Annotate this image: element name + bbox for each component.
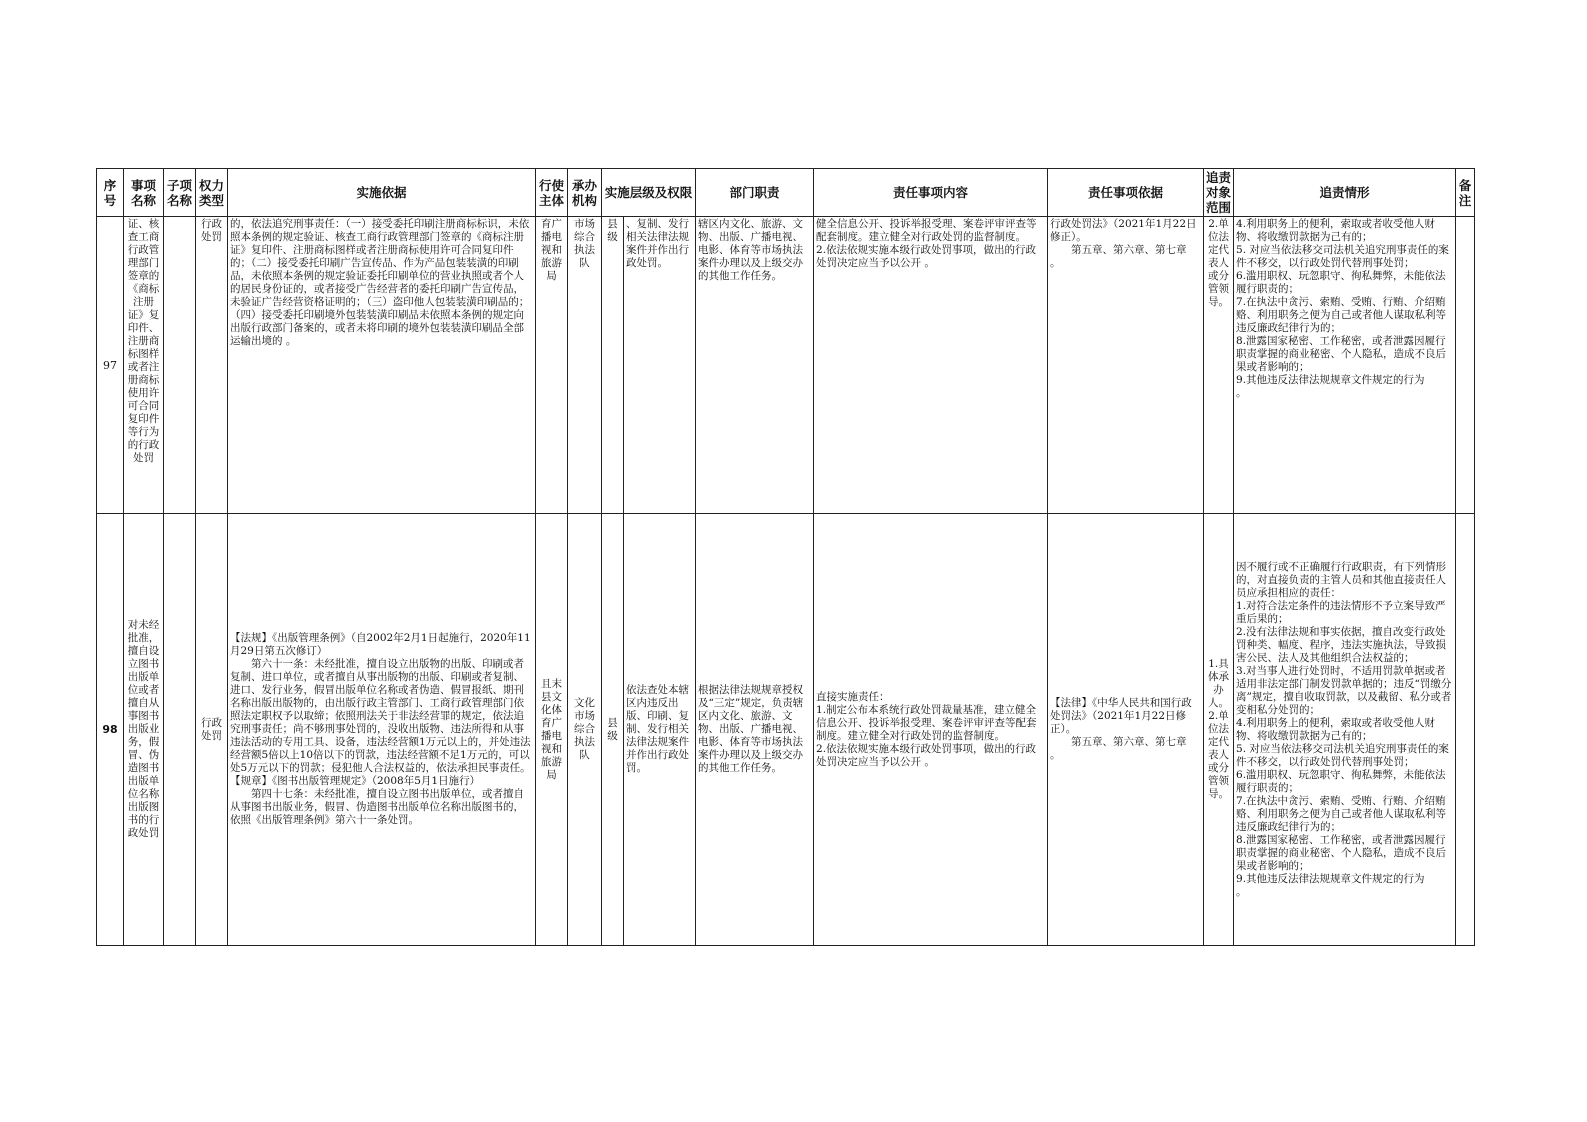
header-resp-content: 责任事项内容 xyxy=(814,169,1048,217)
responsibility-table xyxy=(96,168,1475,946)
header-level: 实施层级及权限 xyxy=(602,169,696,217)
row-level-tier: 县级 xyxy=(602,514,624,946)
row-seq: 98 xyxy=(97,514,124,946)
row-scope: 1.具体承办人。 2.单位法定代表人或分管领导。 xyxy=(1204,514,1234,946)
row-resp-content: 直接实施责任： 1.制定公布本系统行政处罚裁量基准，建立健全信息公开、投诉举报受理、案卷评审评查等配套制度。建立健全对行政处罚的监督制度。 2.依法依规实施本级行政处罚事项，做出的行政处罚决定应当予以公开 。 xyxy=(814,514,1048,946)
row-remarks xyxy=(1456,217,1475,514)
table-row xyxy=(97,514,1475,946)
row-handler: 市场综合执法队 xyxy=(568,217,602,514)
row-sub-item xyxy=(164,514,196,946)
row-dept-duty: 根据法律法规规章授权及“三定”规定，负责辖区内文化、旅游、文物、出版、广播电视、电影、体育等市场执法案件办理以及上级交办的其他工作任务。 xyxy=(696,514,814,946)
row-subject: 且末县文化体育广播电视和旅游局 xyxy=(536,514,568,946)
row-item-name: 证、核查工商行政管理部门签章的《商标注册证》复印件、注册商标图样或者注册商标使用许可合同复印件等行为的行政处罚 xyxy=(124,217,164,514)
row-dept-duty: 辖区内文化、旅游、文物、出版、广播电视、电影、体育等市场执法案件办理以及上级交办的其他工作任务。 xyxy=(696,217,814,514)
row-level-tier: 县级 xyxy=(602,217,624,514)
row-remarks xyxy=(1456,514,1475,946)
row-item-name: 对未经批准，擅自设立图书出版单位或者擅自从事图书出版业务，假冒、伪造图书出版单位名称出版图书的行政处罚 xyxy=(124,514,164,946)
row-power-type: 行政处罚 xyxy=(196,217,228,514)
row-resp-content: 健全信息公开、投诉举报受理、案卷评审评查等配套制度。建立健全对行政处罚的监督制度。 2.依法依规实施本级行政处罚事项，做出的行政处罚决定应当予以公开 。 xyxy=(814,217,1048,514)
header-sub-item: 子项名称 xyxy=(164,169,196,217)
row-level-authority: 依法查处本辖区内违反出版、印刷、复制、发行相关法律法规案件并作出行政处罚。 xyxy=(624,514,696,946)
row-handler: 文化市场综合执法队 xyxy=(568,514,602,946)
header-handler: 承办机构 xyxy=(568,169,602,217)
header-situation: 追责情形 xyxy=(1234,169,1456,217)
header-seq: 序号 xyxy=(97,169,124,217)
table-header-row xyxy=(97,169,1475,217)
row-resp-basis: 【法律】《中华人民共和国行政处罚法》（2021年1月22日修正）。 第五章、第六章、第七章 。 xyxy=(1048,514,1204,946)
row-scope: 2.单位法定代表人或分管领导。 xyxy=(1204,217,1234,514)
row-seq: 97 xyxy=(97,217,124,514)
row-resp-basis: 行政处罚法》（2021年1月22日修正）。 第五章、第六章、第七章 。 xyxy=(1048,217,1204,514)
header-basis: 实施依据 xyxy=(228,169,536,217)
document-table-sheet xyxy=(96,168,1474,946)
row-level-authority: 、复制、发行相关法律法规案件并作出行政处罚。 xyxy=(624,217,696,514)
row-basis: 【法规】《出版管理条例》（自2002年2月1日起施行，2020年11月29日第五次修订） 第六十一条：未经批准，擅自设立出版物的出版、印刷或者复制、进口单位，或者擅自从事出版物的出版、印刷或者复制、进口、发行业务，假冒出版单位名称或者伪造、假冒报纸、期刊名称出版出版物的，由出版行政主管部门、工商行政管理部门依照法定职权予以取缔；依照刑法关于非法经营罪的规定，依法追究刑事责任；尚不够刑事处罚的，没收出版物、违法所得和从事违法活动的专用工具、设备，违法经营额1万元以上的，并处违法经营额5倍以上10倍以下的罚款，违法经营额不足1万元的，可以处5万元以下的罚款；侵犯他人合法权益的，依法承担民事责任。 【规章】《图书出版管理规定》（2008年5月1日施行） 第四十七条：未经批准，擅自设立图书出版单位，或者擅自从事图书出版业务，假冒、伪造图书出版单位名称出版图书的，依照《出版管理条例》第六十一条处罚。 xyxy=(228,514,536,946)
row-situation: 因不履行或不正确履行行政职责，有下列情形的，对直接负责的主管人员和其他直接责任人员应承担相应的责任： 1.对符合法定条件的违法情形不予立案导致严重后果的； 2.没有法律法规和事实依据，擅自改变行政处罚种类、幅度、程序，违法实施执法，导致损害公民、法人及其他组织合法权益的； 3.对当事人进行处罚时，不适用罚款单据或者适用非法定部门制发罚款单据的；违反“罚缴分离”规定，擅自收取罚款，以及截留、私分或者变相私分处罚的； 4.利用职务上的便利，索取或者收受他人财物、将收缴罚款据为己有的； 5. 对应当依法移交司法机关追究刑事责任的案件不移交，以行政处罚代替刑事处罚； 6.滥用职权、玩忽职守、徇私舞弊，未能依法履行职责的； 7.在执法中贪污、索贿、受贿、行贿、介绍贿赂、利用职务之便为自己或者他人谋取私利等违反廉政纪律行为的； 8.泄露国家秘密、工作秘密，或者泄露因履行职责掌握的商业秘密、个人隐私，造成不良后果或者影响的； 9.其他违反法律法规规章文件规定的行为 。 xyxy=(1234,514,1456,946)
row-situation: 4.利用职务上的便利，索取或者收受他人财物、将收缴罚款据为己有的； 5. 对应当依法移交司法机关追究刑事责任的案件不移交，以行政处罚代替刑事处罚； 6.滥用职权、玩忽职守、徇私舞弊，未能依法履行职责的； 7.在执法中贪污、索贿、受贿、行贿、介绍贿赂、利用职务之便为自己或者他人谋取私利等违反廉政纪律行为的； 8.泄露国家秘密、工作秘密，或者泄露因履行职责掌握的商业秘密、个人隐私，造成不良后果或者影响的； 9.其他违反法律法规规章文件规定的行为 。 xyxy=(1234,217,1456,514)
row-subject: 育广播电视和旅游局 xyxy=(536,217,568,514)
header-scope: 追责对象范围 xyxy=(1204,169,1234,217)
table-row xyxy=(97,217,1475,514)
header-power-type: 权力类型 xyxy=(196,169,228,217)
header-subject: 行使主体 xyxy=(536,169,568,217)
row-sub-item xyxy=(164,217,196,514)
row-power-type: 行政处罚 xyxy=(196,514,228,946)
header-remarks: 备注 xyxy=(1456,169,1475,217)
header-dept-duty: 部门职责 xyxy=(696,169,814,217)
header-item-name: 事项名称 xyxy=(124,169,164,217)
row-basis: 的，依法追究刑事责任：（一）接受委托印刷注册商标标识，未依照本条例的规定验证、核查工商行政管理部门签章的《商标注册证》复印件、注册商标图样或者注册商标使用许可合同复印件的；（二）接受委托印刷广告宣传品、作为产品包装装潢的印刷品，未依照本条例的规定验证委托印刷单位的营业执照或者个人的居民身份证的，或者接受广告经营者的委托印刷广告宣传品，未验证广告经营资格证明的；（三）盗印他人包装装潢印刷品的；（四）接受委托印刷境外包装装潢印刷品未依照本条例的规定向出版行政部门备案的，或者未将印刷的境外包装装潢印刷品全部运输出境的 。 xyxy=(228,217,536,514)
header-resp-basis: 责任事项依据 xyxy=(1048,169,1204,217)
